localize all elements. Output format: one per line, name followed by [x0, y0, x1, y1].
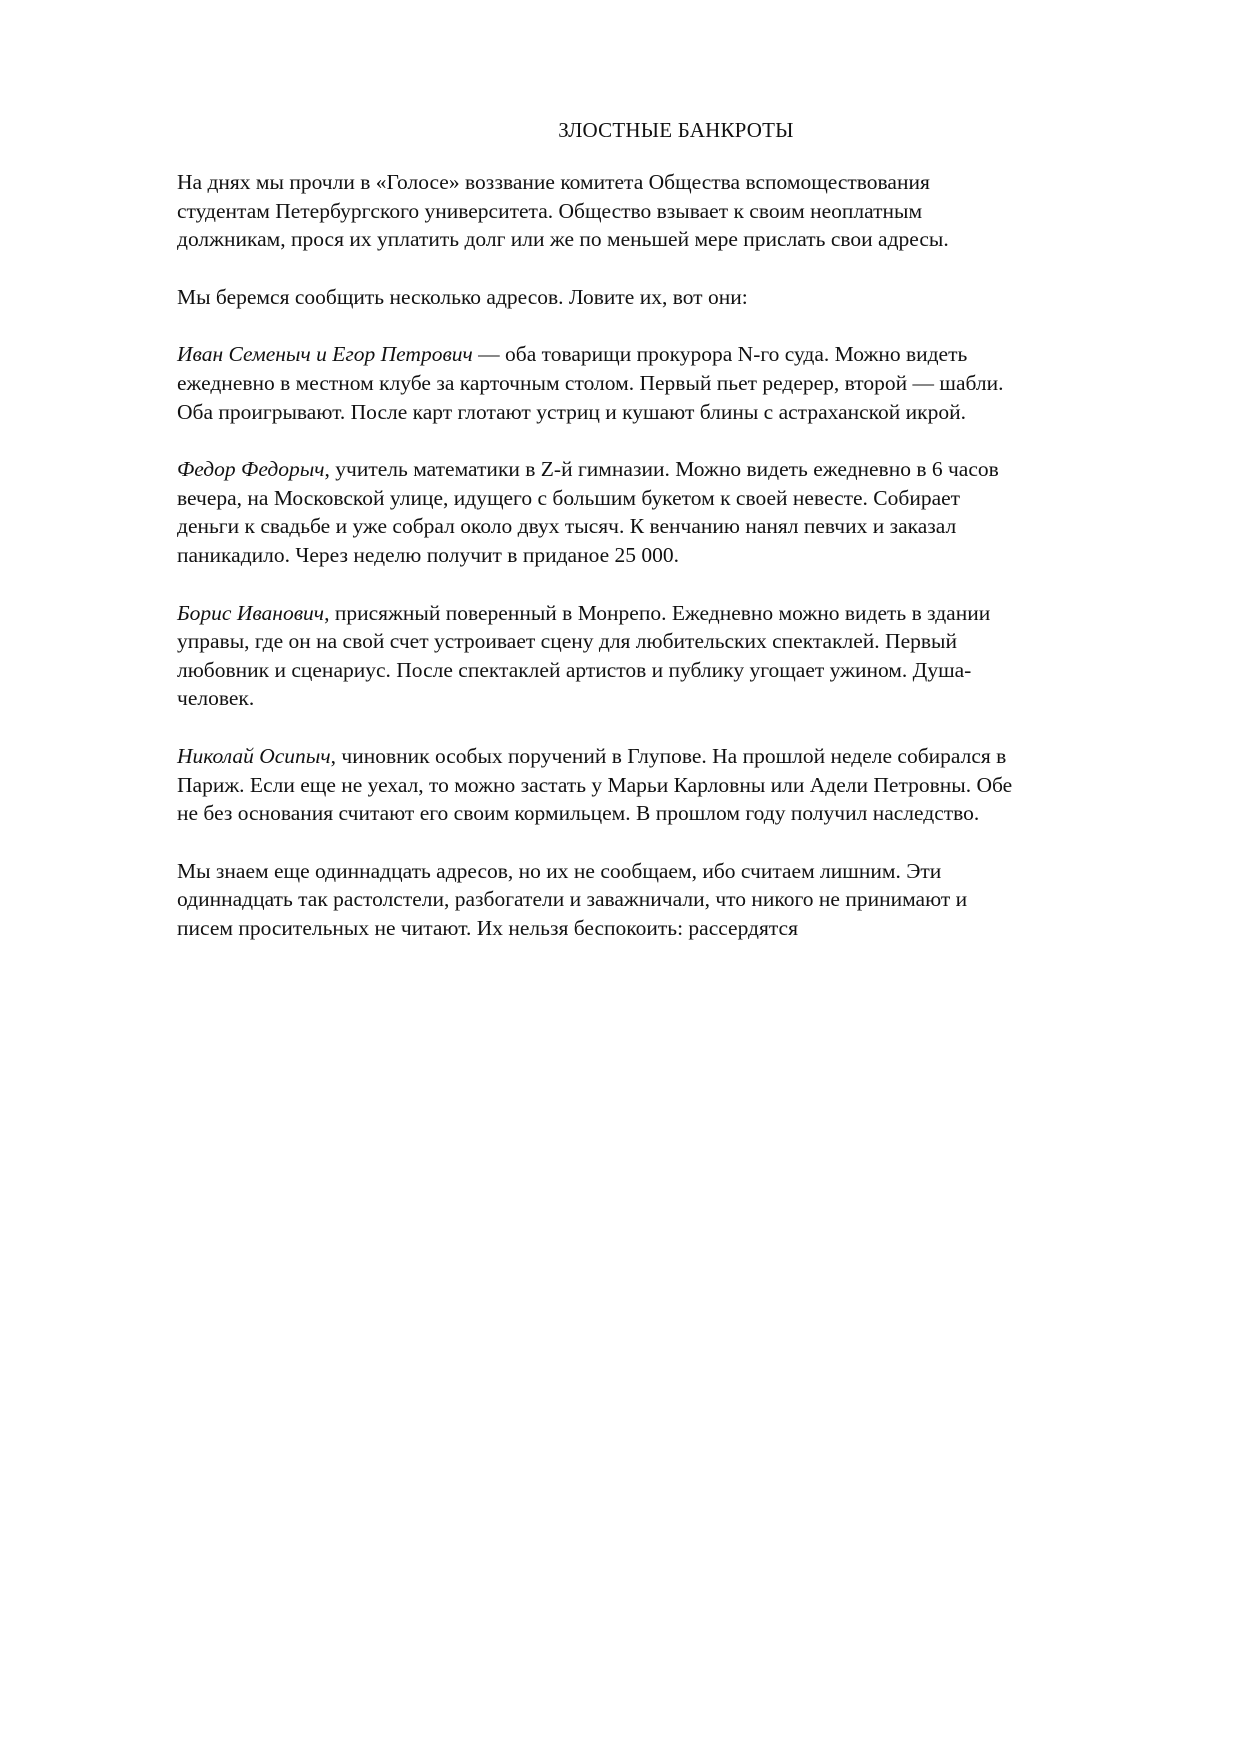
person-name: Федор Федорыч — [177, 457, 325, 482]
paragraph-intro — [177, 168, 1167, 254]
text-fragment: , учитель математики в Z-й гимназии. Можно видеть ежедневно в 6 часов — [324, 457, 999, 482]
text-fragment: , присяжный поверенный в Монрепо. Ежедневно можно видеть в здании — [324, 600, 991, 625]
text-line: студентам Петербургского университета. Общество взывает к своим неоплатным — [177, 198, 923, 223]
person-name: Борис Иванович — [177, 600, 325, 625]
text-line: человек. — [177, 686, 255, 711]
text-line: На днях мы прочли в «Голосе» воззвание комитета Общества вспомоществования — [177, 170, 930, 194]
text-line: паникадило. Через неделю получит в приданое 25 000. — [177, 542, 679, 567]
text-line: деньги к свадьбе и уже собрал около двух тысяч. К венчанию нанял певчих и заказал — [177, 514, 957, 539]
text-line: любовник и сценариус. После спектаклей артистов и публику угощает ужином. Душа- — [177, 657, 972, 682]
text-line: должникам, прося их уплатить долг или же по меньшей мере прислать свои адресы. — [177, 227, 949, 252]
text-line: управы, где он на свой счет устроивает сцену для любительских спектаклей. Первый — [177, 629, 957, 654]
text-line: Мы знаем еще одиннадцать адресов, но их не сообщаем, ибо считаем лишним. Эти — [177, 858, 942, 883]
paragraph-fedor — [177, 455, 1167, 569]
text-line: писем просительных не читают. Их нельзя беспокоить: рассердятся — [177, 915, 798, 940]
paragraph-conclusion — [177, 857, 1167, 943]
paragraph-addresses-intro — [177, 283, 1167, 312]
text-line — [177, 599, 1167, 628]
text-line: вечера, на Московской улице, идущего с большим букетом к своей невесте. Собирает — [177, 485, 961, 510]
paragraph-boris — [177, 599, 1167, 713]
text-line — [177, 742, 1167, 771]
text-line: одиннадцать так растолстели, разбогатели и заважничали, что никого не принимают и — [177, 887, 968, 912]
person-name: Иван Семеныч и Егор Петрович — [177, 342, 473, 367]
text-line: ежедневно в местном клубе за карточным столом. Первый пьет редерер, второй — шабли. — [177, 370, 1004, 395]
text-fragment: , чиновник особых поручений в Глупове. На прошлой неделе собирался в — [330, 743, 1007, 768]
text-line: Париж. Если еще не уехал, то можно застать у Марьи Карловны или Адели Петровны. Обе — [177, 772, 1013, 797]
document-title: ЗЛОСТНЫЕ БАНКРОТЫ — [558, 118, 794, 142]
text-line — [177, 340, 1167, 369]
text-fragment: — оба товарищи прокурора N-го суда. Можно видеть — [472, 342, 968, 367]
paragraph-ivan-egor — [177, 340, 1167, 426]
person-name: Николай Осипыч — [177, 743, 331, 768]
text-line: Оба проигрывают. После карт глотают устриц и кушают блины с астраханской икрой. — [177, 399, 967, 424]
document-page — [177, 116, 1167, 971]
paragraph-nikolai — [177, 742, 1167, 828]
text-line: Мы беремся сообщить несколько адресов. Ловите их, вот они: — [177, 284, 748, 309]
text-line: не без основания считают его своим кормильцем. В прошлом году получил наследство. — [177, 801, 980, 826]
text-line — [177, 455, 1167, 484]
